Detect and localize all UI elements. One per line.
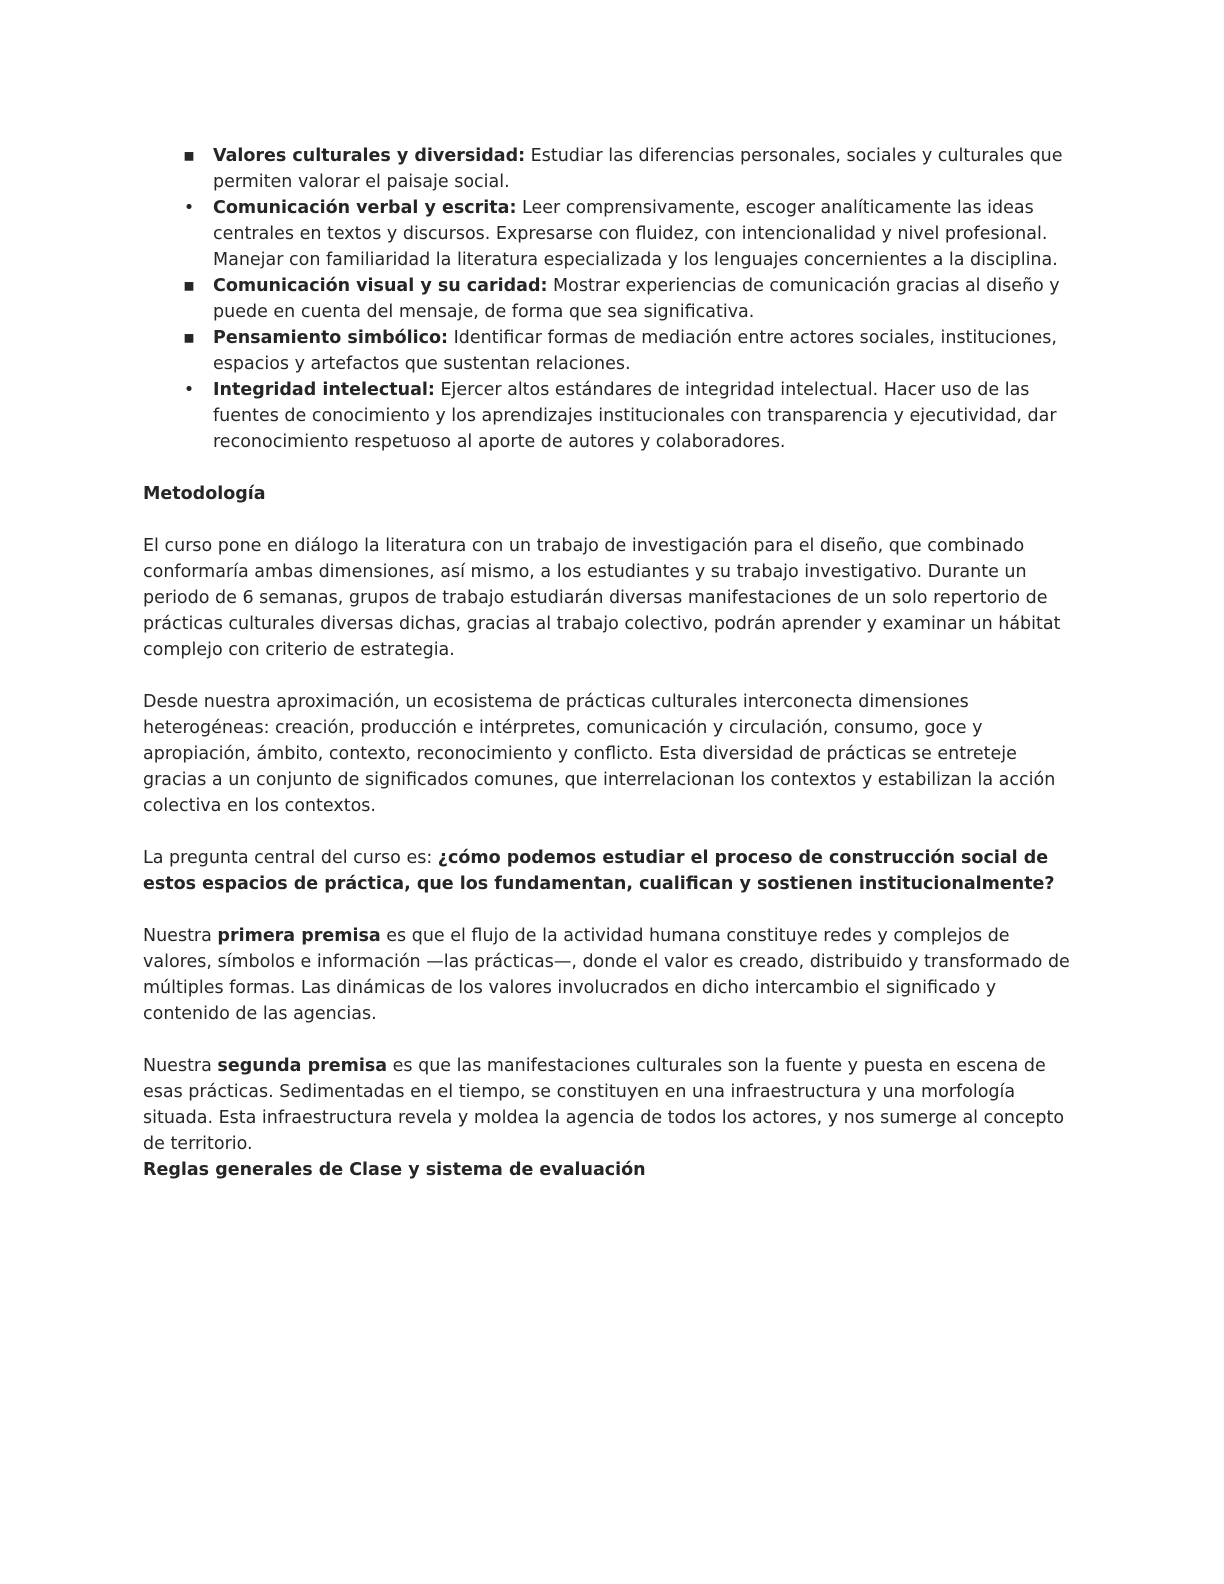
paragraph-text: La pregunta central del curso es: — [143, 848, 438, 868]
competency-title: Comunicación verbal y escrita: — [213, 198, 517, 218]
bullet-icon: ▪ — [183, 328, 195, 348]
bullet-icon: ▪ — [183, 146, 195, 166]
competencies-list — [143, 143, 1074, 455]
paragraph-text: El curso pone en diálogo la literatura con un trabajo de investigación para el diseño, que combinado conformaría ambas dimensiones, así mismo, a los estudiantes y su trabajo investigativo. Durante un periodo de 6 semanas, grupos de trabajo estudiarán diversas manifestaciones de un solo repertorio de prácticas culturales diversas dichas, gracias al trabajo colectivo, podrán aprender y examinar un hábitat complejo con criterio de estrategia. — [143, 536, 1061, 660]
methodology-body — [143, 533, 1074, 1157]
bullet-icon: • — [183, 380, 195, 400]
paragraph-text: es que las manifestaciones culturales son la fuente y puesta en escena de esas prácticas. Sedimentadas en el tiempo, se constituyen en una infraestructura y una morfología situada. Esta infraestructura revela y moldea la agencia de todos los actores, y nos sumerge al concepto de territorio. — [143, 1056, 1065, 1154]
emphasis-text: segunda premisa — [217, 1056, 388, 1076]
competency-description: Identificar formas de mediación entre actores sociales, instituciones, espacios y artefactos que sustentan relaciones. — [213, 328, 1057, 374]
competency-item — [143, 325, 1074, 377]
body-paragraph — [143, 923, 1074, 1027]
paragraph-text: Nuestra — [143, 926, 218, 946]
body-paragraph — [143, 533, 1074, 663]
competency-description: Mostrar experiencias de comunicación gracias al diseño y puede en cuenta del mensaje, de forma que sea significativa. — [213, 276, 1060, 322]
paragraph-text: es que el flujo de la actividad humana constituye redes y complejos de valores, símbolos e información —las prácticas—, donde el valor es creado, distribuido y transformado de múltiples formas. Las dinámicas de los valores involucrados en dicho intercambio el significado y contenido de las agencias. — [143, 926, 1070, 1024]
competency-item — [143, 143, 1074, 195]
competency-title: Valores culturales y diversidad: — [213, 146, 526, 166]
emphasis-text: ¿cómo podemos estudiar el proceso de construcción social de estos espacios de práctica, que los fundamentan, cualifican y sostienen institucionalmente? — [143, 848, 1055, 894]
bullet-icon: • — [183, 198, 195, 218]
paragraph-text: Nuestra — [143, 1056, 218, 1076]
competency-item — [143, 377, 1074, 455]
competency-title: Pensamiento simbólico: — [213, 328, 449, 348]
emphasis-text: primera premisa — [217, 926, 381, 946]
competency-item — [143, 195, 1074, 273]
competency-item — [143, 273, 1074, 325]
body-paragraph — [143, 689, 1074, 819]
competency-title: Integridad intelectual: — [213, 380, 435, 400]
section-heading-metodologia: Metodología — [143, 484, 266, 504]
competency-description: Estudiar las diferencias personales, sociales y culturales que permiten valorar el paisaje social. — [213, 146, 1063, 192]
section-heading-reglas: Reglas generales de Clase y sistema de evaluación — [143, 1160, 646, 1180]
body-paragraph — [143, 845, 1074, 897]
paragraph-text: Desde nuestra aproximación, un ecosistema de prácticas culturales interconecta dimensiones heterogéneas: creación, producción e intérpretes, comunicación y circulación, consumo, goce y apropiación, ámbito, contexto, reconocimiento y conflicto. Esta diversidad de prácticas se entreteje gracias a un conjunto de significados comunes, que interrelacionan los contextos y estabilizan la acción colectiva en los contextos. — [143, 692, 1056, 816]
competency-description: Leer comprensivamente, escoger analíticamente las ideas centrales en textos y discursos. Expresarse con fluidez, con intencionalidad y nivel profesional. Manejar con familiaridad la literatura especializada y los lenguajes concernientes a la disciplina. — [213, 198, 1058, 270]
bullet-icon: ▪ — [183, 276, 195, 296]
competency-description: Ejercer altos estándares de integridad intelectual. Hacer uso de las fuentes de conocimiento y los aprendizajes institucionales con transparencia y ejecutividad, dar reconocimiento respetuoso al aporte de autores y colaboradores. — [213, 380, 1057, 452]
competency-title: Comunicación visual y su caridad: — [213, 276, 548, 296]
body-paragraph — [143, 1053, 1074, 1157]
